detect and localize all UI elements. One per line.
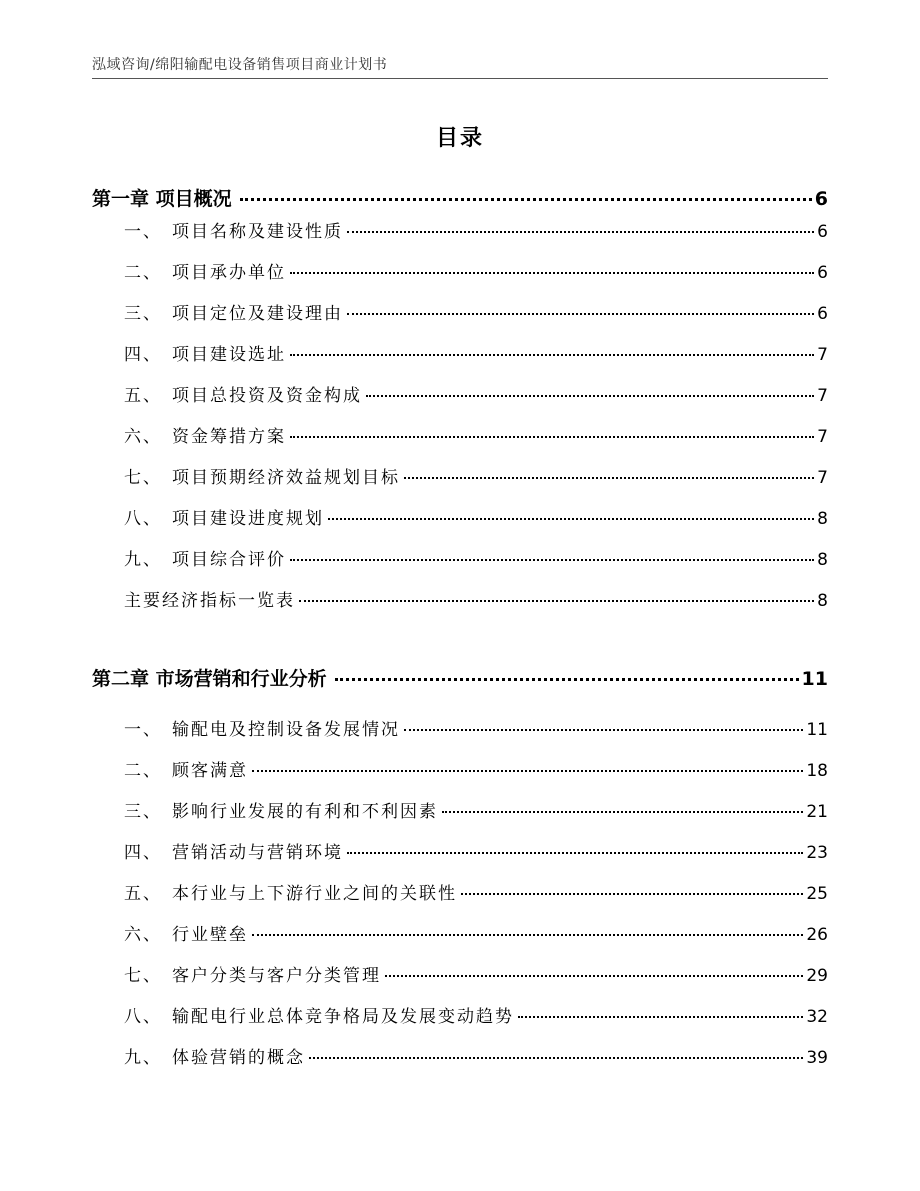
toc-page-number: 8 bbox=[817, 550, 828, 570]
toc-entry-number: 二、 bbox=[124, 761, 162, 781]
toc-entry-title: 客户分类与客户分类管理 bbox=[172, 966, 381, 986]
toc-chapter-2[interactable] bbox=[92, 664, 828, 694]
toc-entry-title: 行业壁垒 bbox=[172, 925, 248, 945]
toc-leader bbox=[404, 729, 803, 731]
toc-entry-number: 二、 bbox=[124, 263, 162, 283]
toc-entry[interactable] bbox=[92, 715, 828, 743]
toc-leader bbox=[299, 600, 814, 602]
toc-page-number: 7 bbox=[817, 386, 828, 406]
toc-entry[interactable] bbox=[92, 504, 828, 532]
toc-entry-summary[interactable] bbox=[92, 586, 828, 614]
toc-page-number: 8 bbox=[817, 509, 828, 529]
toc-entry-title: 营销活动与营销环境 bbox=[172, 843, 343, 863]
toc-page-number: 11 bbox=[801, 668, 828, 690]
toc-entry[interactable] bbox=[92, 299, 828, 327]
toc-page-number: 18 bbox=[806, 761, 828, 781]
toc-entry-title: 项目建设选址 bbox=[172, 345, 286, 365]
toc-entry[interactable] bbox=[92, 1002, 828, 1030]
toc-leader bbox=[404, 477, 814, 479]
toc-page-number: 7 bbox=[817, 468, 828, 488]
toc-leader bbox=[290, 436, 814, 438]
toc-leader bbox=[290, 354, 814, 356]
toc-entry-title: 项目定位及建设理由 bbox=[172, 304, 343, 324]
toc-entry-title: 项目综合评价 bbox=[172, 550, 286, 570]
toc-page-number: 32 bbox=[806, 1007, 828, 1027]
toc-entry-number: 三、 bbox=[124, 802, 162, 822]
toc-page-number: 39 bbox=[806, 1048, 828, 1068]
toc-entry-title: 项目承办单位 bbox=[172, 263, 286, 283]
toc-leader bbox=[328, 518, 814, 520]
toc-leader bbox=[461, 893, 803, 895]
toc-chapter-title: 第二章 市场营销和行业分析 bbox=[92, 668, 327, 690]
toc-leader bbox=[252, 934, 803, 936]
toc-entry-number: 八、 bbox=[124, 509, 162, 529]
toc-entry-number: 九、 bbox=[124, 550, 162, 570]
toc-entry-number: 九、 bbox=[124, 1048, 162, 1068]
toc-entry[interactable] bbox=[92, 217, 828, 245]
toc-leader bbox=[366, 395, 814, 397]
toc-leader bbox=[347, 313, 814, 315]
toc-entry[interactable] bbox=[92, 879, 828, 907]
table-of-contents bbox=[92, 0, 828, 1191]
toc-entry-number: 八、 bbox=[124, 1007, 162, 1027]
toc-entry-title: 项目建设进度规划 bbox=[172, 509, 324, 529]
toc-entry[interactable] bbox=[92, 340, 828, 368]
toc-entry[interactable] bbox=[92, 381, 828, 409]
toc-entry[interactable] bbox=[92, 258, 828, 286]
toc-leader bbox=[518, 1016, 803, 1018]
toc-page-number: 26 bbox=[806, 925, 828, 945]
toc-entry-number: 五、 bbox=[124, 884, 162, 904]
toc-entry-number: 七、 bbox=[124, 468, 162, 488]
toc-entry-number: 四、 bbox=[124, 345, 162, 365]
toc-entry-number: 七、 bbox=[124, 966, 162, 986]
toc-entry[interactable] bbox=[92, 545, 828, 573]
toc-page-number: 11 bbox=[806, 720, 828, 740]
toc-page-number: 6 bbox=[817, 222, 828, 242]
toc-leader bbox=[335, 678, 799, 681]
toc-entry-number: 三、 bbox=[124, 304, 162, 324]
toc-entry[interactable] bbox=[92, 920, 828, 948]
toc-leader bbox=[385, 975, 803, 977]
toc-page-number: 6 bbox=[814, 188, 828, 210]
toc-chapter-title: 第一章 项目概况 bbox=[92, 188, 232, 210]
toc-page-number: 23 bbox=[806, 843, 828, 863]
toc-entry-number: 六、 bbox=[124, 427, 162, 447]
toc-leader bbox=[290, 272, 814, 274]
toc-entry[interactable] bbox=[92, 1043, 828, 1071]
toc-entry-title: 体验营销的概念 bbox=[172, 1048, 305, 1068]
toc-page-number: 7 bbox=[817, 427, 828, 447]
toc-entry-number: 一、 bbox=[124, 222, 162, 242]
toc-entry[interactable] bbox=[92, 463, 828, 491]
toc-page-number: 29 bbox=[806, 966, 828, 986]
toc-leader bbox=[240, 198, 812, 201]
toc-title: 目录 bbox=[435, 126, 484, 151]
toc-entry[interactable] bbox=[92, 422, 828, 450]
toc-leader bbox=[347, 852, 803, 854]
toc-entry[interactable] bbox=[92, 961, 828, 989]
toc-entry-number: 五、 bbox=[124, 386, 162, 406]
toc-page-number: 6 bbox=[817, 263, 828, 283]
toc-entry-number: 六、 bbox=[124, 925, 162, 945]
toc-page-number: 6 bbox=[817, 304, 828, 324]
toc-entry-title: 本行业与上下游行业之间的关联性 bbox=[172, 884, 457, 904]
toc-entry-title: 项目总投资及资金构成 bbox=[172, 386, 362, 406]
toc-leader bbox=[252, 770, 803, 772]
toc-entry[interactable] bbox=[92, 797, 828, 825]
toc-entry-number: 四、 bbox=[124, 843, 162, 863]
toc-entry-title: 资金筹措方案 bbox=[172, 427, 286, 447]
page-header: 泓域咨询/绵阳输配电设备销售项目商业计划书 bbox=[92, 57, 388, 73]
toc-leader bbox=[290, 559, 814, 561]
toc-entry[interactable] bbox=[92, 838, 828, 866]
toc-entry-title: 输配电及控制设备发展情况 bbox=[172, 720, 400, 740]
toc-entry-title: 项目预期经济效益规划目标 bbox=[172, 468, 400, 488]
toc-page-number: 7 bbox=[817, 345, 828, 365]
toc-entry-title: 输配电行业总体竞争格局及发展变动趋势 bbox=[172, 1007, 514, 1027]
toc-leader bbox=[442, 811, 803, 813]
toc-entry-title: 影响行业发展的有利和不利因素 bbox=[172, 802, 438, 822]
toc-chapter-1[interactable] bbox=[92, 184, 828, 214]
toc-entry[interactable] bbox=[92, 756, 828, 784]
toc-entry-title: 项目名称及建设性质 bbox=[172, 222, 343, 242]
toc-page-number: 21 bbox=[806, 802, 828, 822]
toc-entry-title: 顾客满意 bbox=[172, 761, 248, 781]
toc-page-number: 8 bbox=[817, 591, 828, 611]
toc-leader bbox=[309, 1057, 803, 1059]
toc-entry-number: 一、 bbox=[124, 720, 162, 740]
toc-page-number: 25 bbox=[806, 884, 828, 904]
toc-leader bbox=[347, 231, 814, 233]
toc-entry-title: 主要经济指标一览表 bbox=[124, 591, 295, 611]
